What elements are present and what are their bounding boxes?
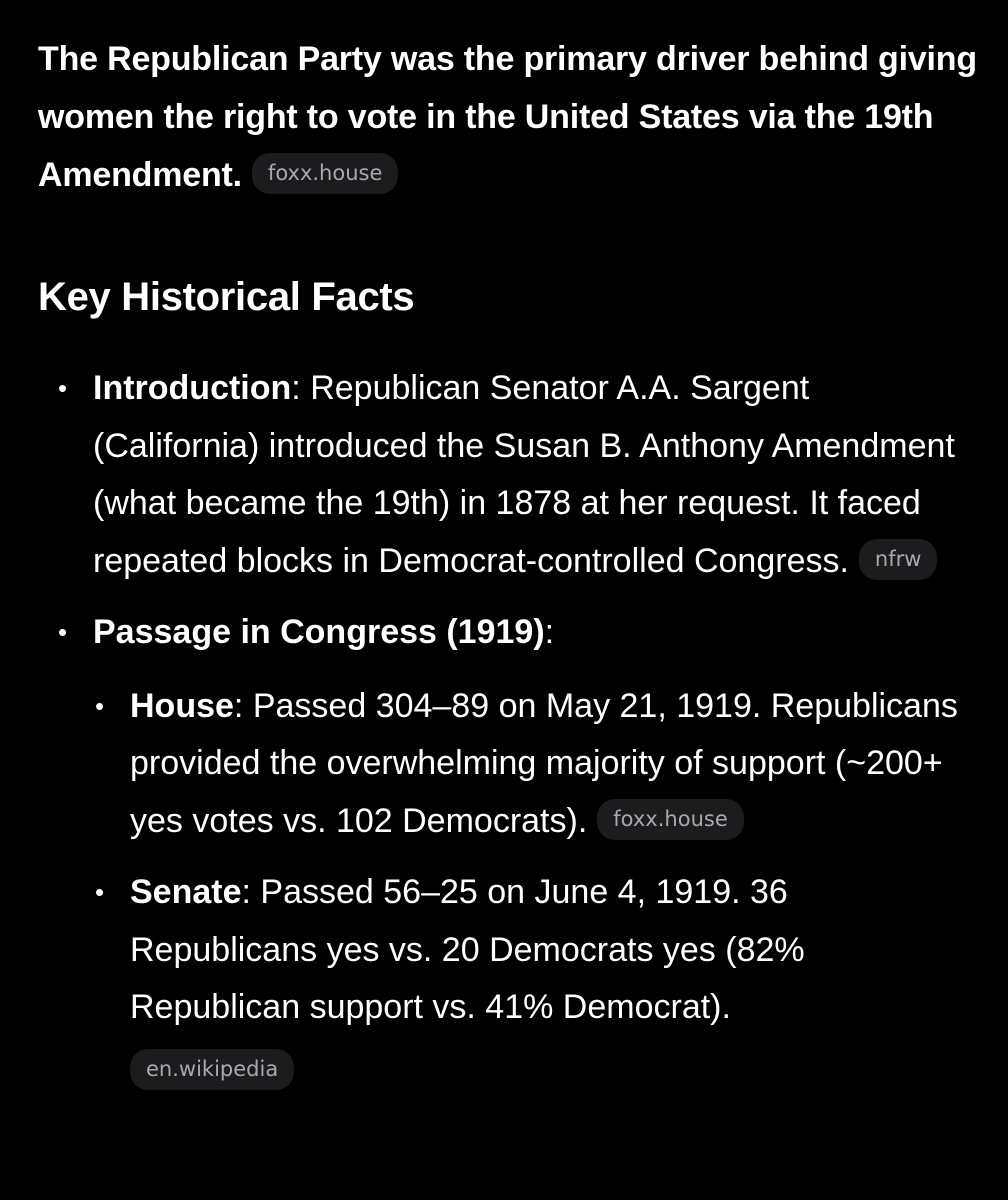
fact-text: Republican Senator A.A. Sargent (California) introduced the Susan B. Anthony Amendment (what became the 19th) in 1878 at her request. It faced repeated blocks in Democrat-controlled Congress.	[93, 369, 955, 580]
bullet-icon: •	[58, 373, 68, 403]
source-pill-nfrw[interactable]: nfrw	[859, 539, 938, 580]
passage-sublist	[93, 678, 978, 1095]
fact-label: Passage in Congress (1919)	[93, 613, 545, 651]
fact-separator: :	[544, 613, 555, 651]
list-item-passage	[38, 604, 978, 1094]
fact-label: House	[130, 686, 234, 725]
bullet-icon: •	[58, 617, 68, 647]
fact-label: Introduction	[93, 369, 292, 407]
source-pill-foxx-house[interactable]: foxx.house	[252, 153, 398, 194]
fact-separator: :	[233, 686, 244, 725]
list-item-house	[93, 678, 978, 851]
fact-separator: :	[291, 369, 301, 407]
bullet-icon: •	[95, 690, 105, 721]
source-pill-foxx-house[interactable]: foxx.house	[597, 799, 743, 840]
response-content	[38, 30, 978, 1108]
list-item-senate	[93, 864, 978, 1094]
list-item-introduction	[38, 360, 978, 590]
fact-separator: :	[241, 873, 251, 911]
fact-text: Passed 304–89 on May 21, 1919. Republicans provided the overwhelming majority of support (~200+ yes votes vs. 102 Democrats).	[130, 686, 958, 840]
bullet-icon: •	[95, 877, 105, 907]
facts-list	[38, 360, 978, 1094]
fact-text: Passed 56–25 on June 4, 1919. 36 Republicans yes vs. 20 Democrats yes (82% Republican support vs. 41% Democrat).	[130, 873, 805, 1026]
source-pill-en-wikipedia[interactable]: en.wikipedia	[130, 1049, 294, 1090]
intro-text: The Republican Party was the primary driver behind giving women the right to vote in the United States via the 19th Amendment.	[38, 40, 977, 194]
section-heading: Key Historical Facts	[38, 275, 415, 319]
fact-label: Senate	[130, 873, 242, 911]
intro-paragraph	[38, 30, 978, 204]
